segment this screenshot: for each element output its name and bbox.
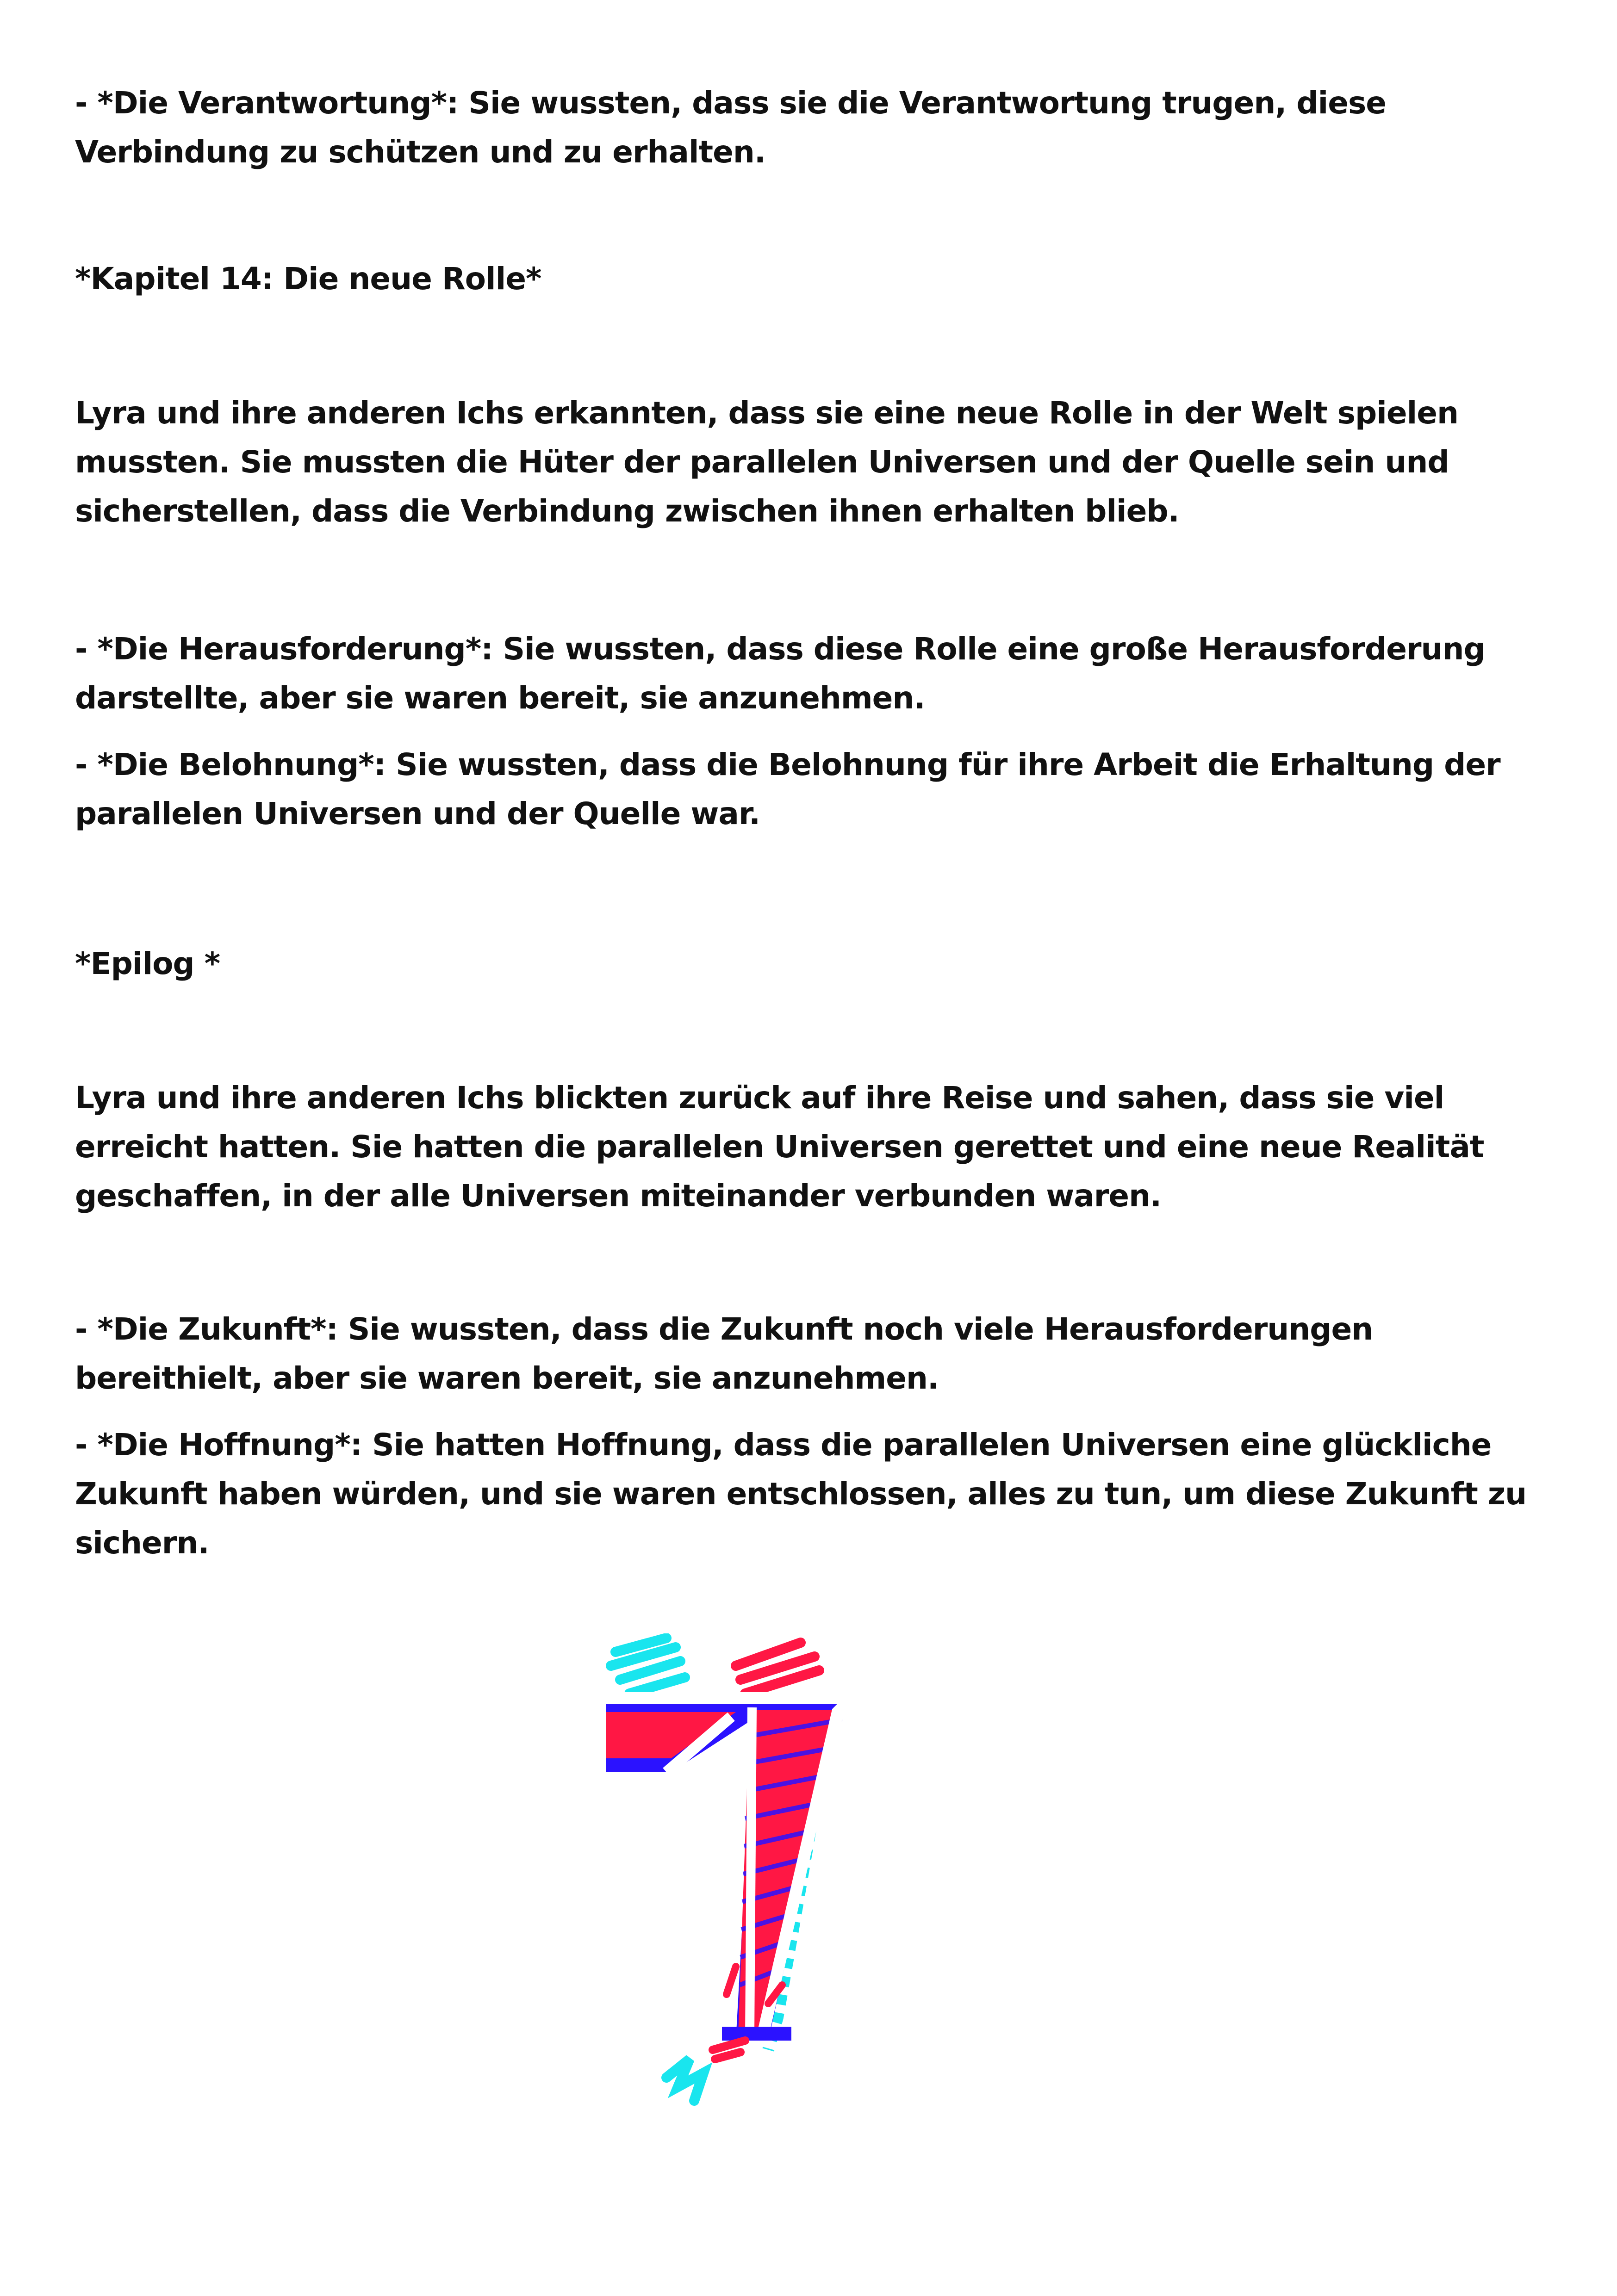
chapter-heading: *Kapitel 14: Die neue Rolle* [75,261,541,297]
page-number-seven-graphic [597,1633,856,2115]
paragraph-hoffnung: - *Die Hoffnung*: Sie hatten Hoffnung, dass die parallelen Universen eine glückliche Zukunft haben würden, und sie waren entschlossen, alles zu tun, um diese Zukunft zu sichern. [75,1427,1527,1561]
paragraph-verantwortung: - *Die Verantwortung*: Sie wussten, dass sie die Verantwortung trugen, diese Verbindung zu schützen und zu erhalten. [75,85,1387,170]
paragraph-herausforderung: - *Die Herausforderung*: Sie wussten, dass diese Rolle eine große Herausforderung darstellte, aber sie waren bereit, sie anzunehmen. [75,631,1485,716]
paragraph-neue-rolle: Lyra und ihre anderen Ichs erkannten, dass sie eine neue Rolle in der Welt spielen mussten. Sie mussten die Hüter der parallelen Universen und der Quelle sein und sicherstellen, dass die Verbindung zwischen ihnen erhalten blieb. [75,395,1459,529]
paragraph-belohnung: - *Die Belohnung*: Sie wussten, dass die Belohnung für ihre Arbeit die Erhaltung der parallelen Universen und der Quelle war. [75,747,1500,832]
paragraph-zukunft: - *Die Zukunft*: Sie wussten, dass die Zukunft noch viele Herausforderungen bereithielt, aber sie waren bereit, sie anzunehmen. [75,1311,1373,1396]
paragraph-epilog: Lyra und ihre anderen Ichs blickten zurück auf ihre Reise und sahen, dass sie viel erreicht hatten. Sie hatten die parallelen Universen gerettet und eine neue Realität geschaffen, in der alle Universen miteinander verbunden waren. [75,1080,1484,1214]
epilog-heading: *Epilog * [75,946,220,981]
